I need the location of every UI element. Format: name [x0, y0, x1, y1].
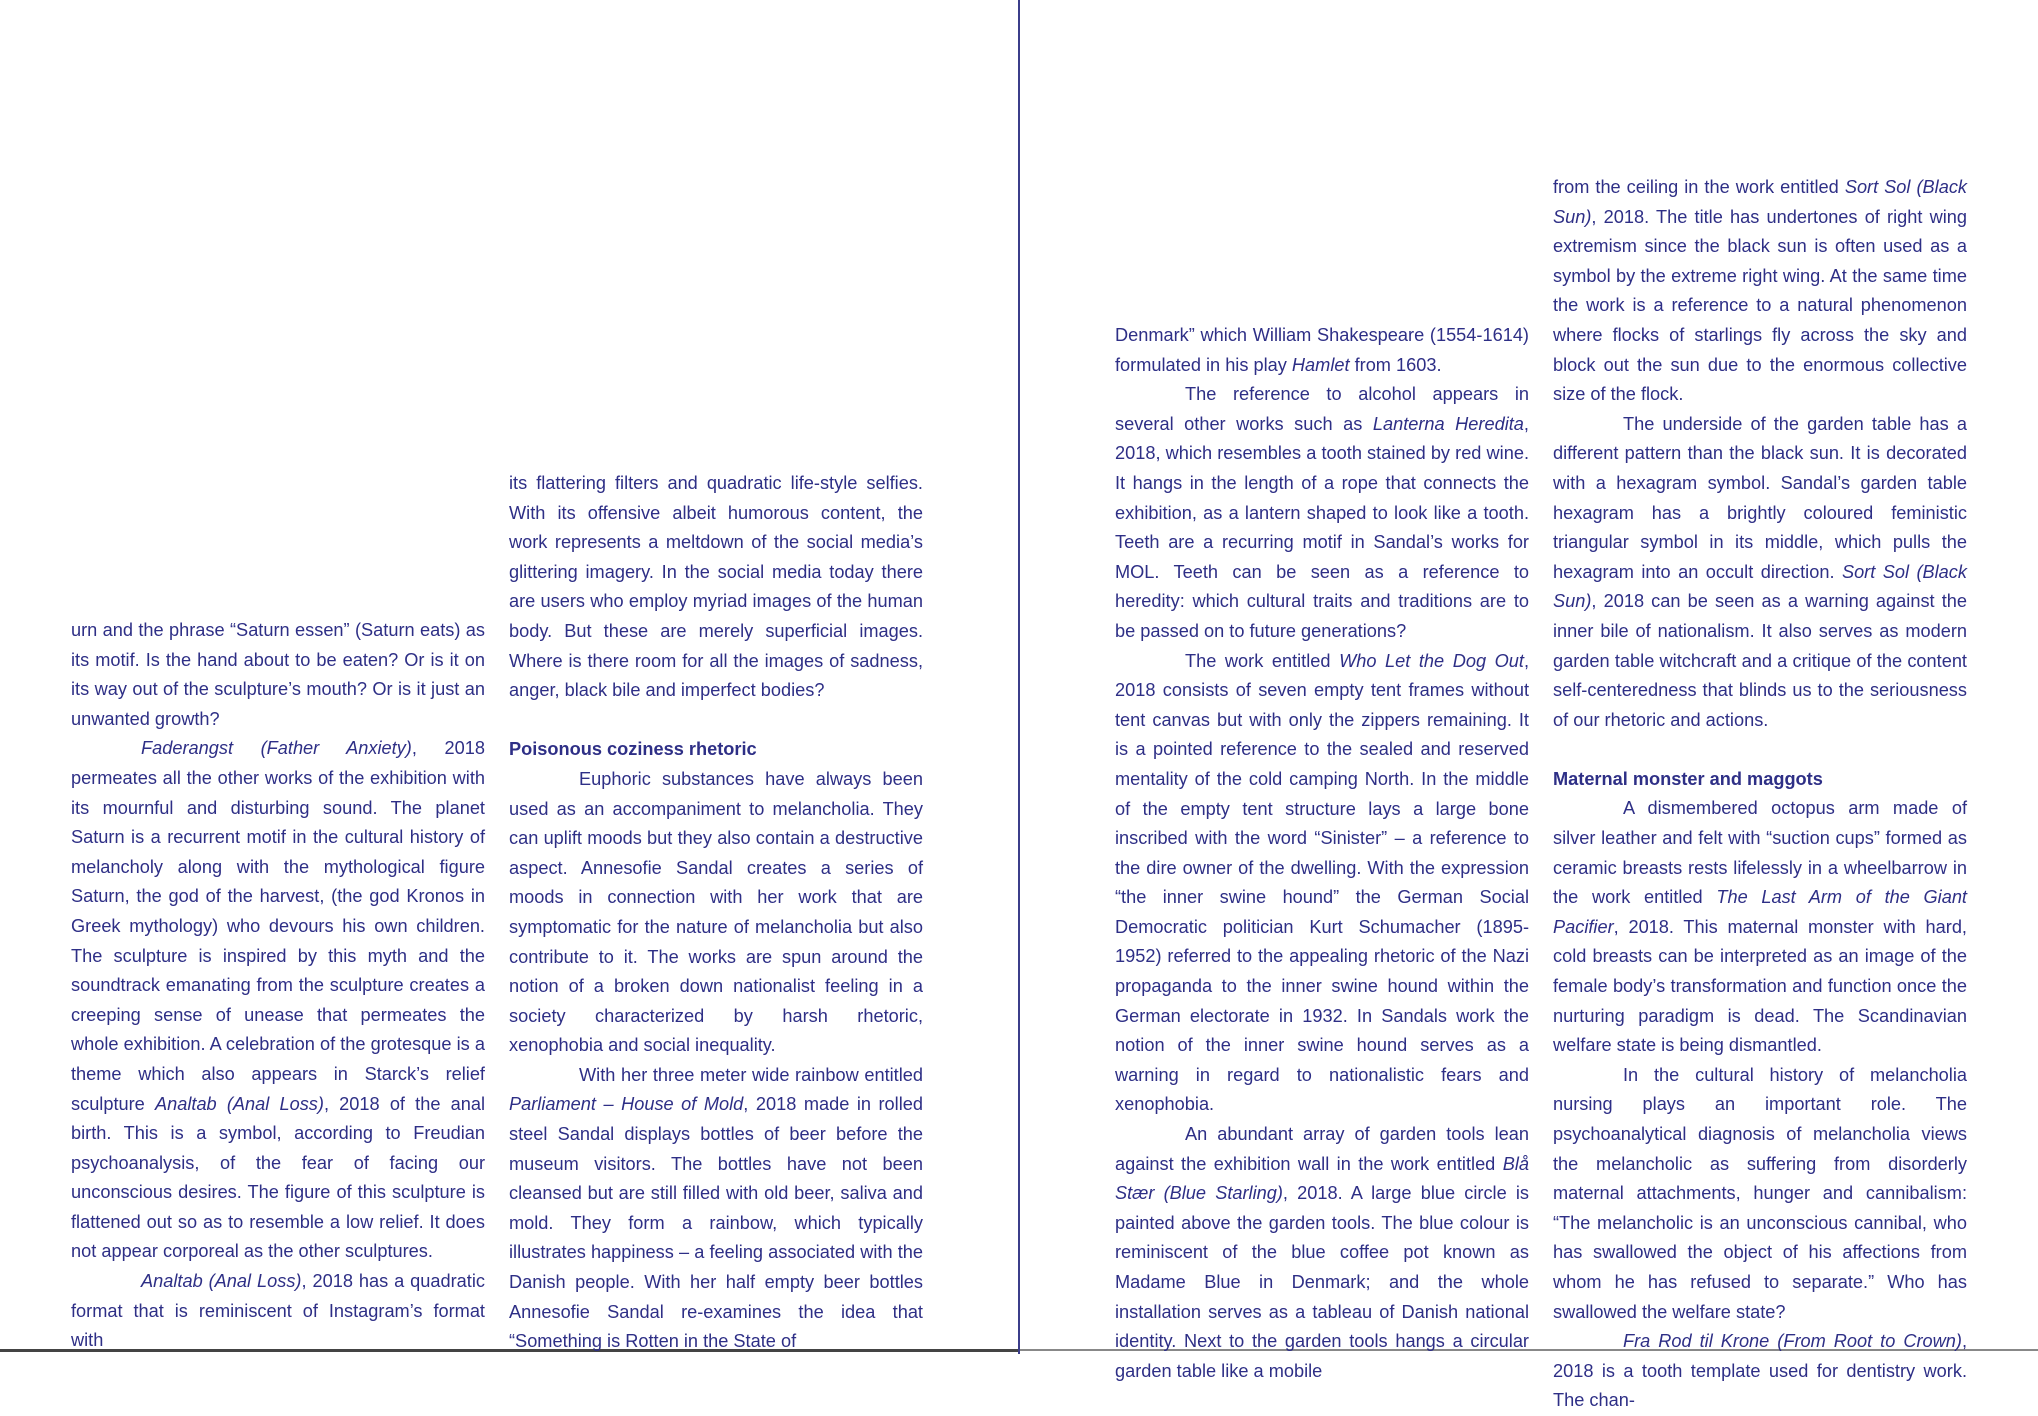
left-page-column-2: [509, 469, 923, 1357]
paragraph: The reference to alcohol appears in several other works such as Lanterna Heredita, 2018, which resembles a tooth stained by red wine. It hangs in the length of a rope that connects the exhibition, as a lantern shaped to look like a tooth. Teeth are a recurring motif in Sandal’s works for MOL. Teeth can be seen as a reference to heredity: which cultural traits and traditions are to be passed on to future generations?: [1115, 384, 1529, 641]
work-title: The Last Arm of the Giant Pacifier: [1553, 887, 1967, 937]
work-title: Lanterna Heredita: [1372, 413, 1524, 434]
work-title: Hamlet: [1291, 354, 1350, 375]
paragraph: A dismembered octopus arm made of silver leather and felt with “suction cups” formed as ceramic breasts rests lifelessly in a wheelbarrow in the work entitled The Last Arm of the Giant Pacifier, 2018. This maternal monster with hard, cold breasts can be interpreted as an image of the female body’s transformation and function once the nurturing paradigm is dead. The Scandinavian welfare state is being dismantled.: [1553, 798, 1967, 1056]
work-title: Fra Rod til Krone (From Root to Crown): [1623, 1331, 1962, 1352]
right-page-column-2: [1553, 173, 1967, 1416]
paragraph: urn and the phrase “Saturn essen” (Saturn eats) as its motif. Is the hand about to be eaten? Or is it on its way out of the sculpture’s mouth? Or is it just an unwanted growth?: [71, 620, 485, 729]
paragraph: Denmark” which William Shakespeare (1554-1614) formulated in his play Hamlet from 1603.: [1115, 325, 1529, 375]
section-heading: Maternal monster and maggots: [1553, 768, 1823, 789]
paragraph: In the cultural history of melancholia nursing plays an important role. The psychoanalytical diagnosis of melancholia views the melancholic as suffering from disorderly maternal attachments, hunger and cannibalism: “The melancholic is an unconscious cannibal, who has swallowed the object of his affections from whom he has refused to separate.” Who has swallowed the welfare state?: [1553, 1064, 1967, 1322]
paragraph: Euphoric substances have always been used as an accompaniment to melancholia. They can uplift moods but they also contain a destructive aspect. Annesofie Sandal creates a series of moods in connection with her work that are symptomatic for the nature of melancholia but also contribute to it. The works are spun around the notion of a broken down nationalist feeling in a society characterized by harsh rhetoric, xenophobia and social inequality.: [509, 768, 923, 1056]
paragraph: The work entitled Who Let the Dog Out, 2018 consists of seven empty tent frames without tent canvas but with only the zippers remaining. It is a pointed reference to the sealed and reserved mentality of the cold camping North. In the middle of the empty tent structure lays a large bone inscribed with the word “Sinister” – a reference to the dire owner of the dwelling. With the expression “the inner swine hound” the German Social Democratic politician Kurt Schumacher (1895-1952) referred to the appealing rhetoric of the Nazi propaganda to the inner swine hound within the German electorate in 1932. In Sandals work the notion of the inner swine hound serves as a warning in regard to nationalistic fears and xenophobia.: [1115, 650, 1529, 1115]
work-title: Sort Sol (Black Sun): [1553, 177, 1968, 227]
work-title: Parliament – House of Mold: [509, 1094, 744, 1115]
paragraph: its flattering filters and quadratic life-style selfies. With its offensive albeit humorous content, the work represents a meltdown of the social media’s glittering imagery. In the social media today there are users who employ myriad images of the human body. But these are merely superficial images. Where is there room for all the images of sadness, anger, black bile and imperfect bodies?: [509, 473, 923, 701]
paragraph: The underside of the garden table has a different pattern than the black sun. It is decorated with a hexagram symbol. Sandal’s garden table hexagram has a brightly coloured feministic triangular symbol in its middle, which pulls the hexagram into an occult direction. Sort Sol (Black Sun), 2018 can be seen as a warning against the inner bile of nationalism. It also serves as modern garden table witchcraft and a critique of the content self-centeredness that blinds us to the seriousness of our rhetoric and actions.: [1553, 413, 1967, 730]
work-title: Faderangst (Father Anxiety): [141, 738, 412, 759]
work-title: Sort Sol (Black Sun): [1553, 561, 1967, 612]
work-title: Blå Stær (Blue Starling): [1115, 1153, 1529, 1204]
work-title: Who Let the Dog Out: [1339, 650, 1524, 671]
paragraph: Fra Rod til Krone (From Root to Crown), 2018 is a tooth template used for dentistry work. The chan-: [1553, 1331, 1967, 1411]
paragraph: from the ceiling in the work entitled Sort Sol (Black Sun), 2018. The title has undertones of right wing extremism since the black sun is often used as a symbol by the extreme right wing. At the same time the work is a reference to a natural phenomenon where flocks of starlings fly across the sky and block out the sun due to the enormous collective size of the flock.: [1553, 177, 1968, 405]
right-page-column-1: [1115, 321, 1529, 1386]
paragraph: Analtab (Anal Loss), 2018 has a quadratic format that is reminiscent of Instagram’s format with: [71, 1271, 485, 1351]
section-heading: Poisonous coziness rhetoric: [509, 739, 757, 760]
paragraph: An abundant array of garden tools lean against the exhibition wall in the work entitled Blå Stær (Blue Starling), 2018. A large blue circle is painted above the garden tools. The blue colour is reminiscent of the blue coffee pot known as Madame Blue in Denmark; and the whole installation serves as a tableau of Danish national identity. Next to the garden tools hangs a circular garden table like a mobile: [1115, 1124, 1529, 1381]
paragraph: Faderangst (Father Anxiety), 2018 permeates all the other works of the exhibition with its mournful and disturbing sound. The planet Saturn is a recurrent motif in the cultural history of melancholy along with the mythological figure Saturn, the god of the harvest, (the god Kronos in Greek mythology) who devours his own children. The sculpture is inspired by this myth and the soundtrack emanating from the sculpture creates a creeping sense of unease that permeates the whole exhibition. A celebration of the grotesque is a theme which also appears in Starck’s relief sculpture Analtab (Anal Loss), 2018 of the anal birth. This is a symbol, according to Freudian psychoanalysis, of the fear of facing our unconscious desires. The figure of this sculpture is flattened out so as to resemble a low relief. It does not appear corporeal as the other sculptures.: [71, 738, 485, 1262]
work-title: Analtab (Anal Loss): [154, 1093, 324, 1114]
page-gutter: [1018, 0, 1020, 1354]
work-title: Analtab (Anal Loss): [141, 1271, 302, 1292]
paragraph: With her three meter wide rainbow entitled Parliament – House of Mold, 2018 made in rolled steel Sandal displays bottles of beer before the museum visitors. The bottles have not been cleansed but are still filled with old beer, saliva and mold. They form a rainbow, which typically illustrates happiness – a feeling associated with the Danish people. With her half empty beer bottles Annesofie Sandal re-examines the idea that “Something is Rotten in the State of: [509, 1064, 923, 1352]
left-page-column-1: [71, 616, 485, 1356]
